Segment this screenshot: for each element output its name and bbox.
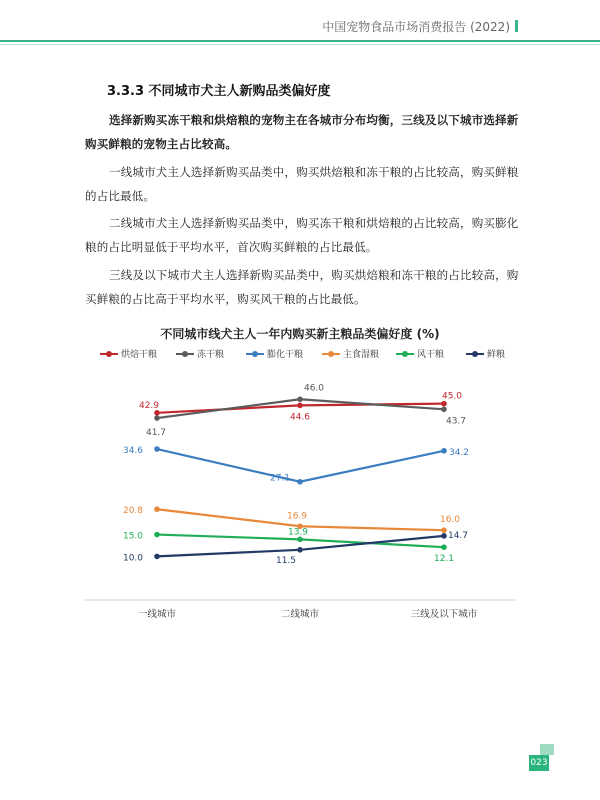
page-badge-accent xyxy=(540,744,554,755)
legend-label: 主食湿粮 xyxy=(343,350,380,360)
legend-swatch xyxy=(176,353,194,355)
data-label: 42.9 xyxy=(138,400,160,411)
data-point xyxy=(441,533,447,539)
legend-label: 烘焙干粮 xyxy=(121,350,158,360)
data-label: 44.6 xyxy=(289,412,311,423)
data-label: 27.1 xyxy=(269,473,291,484)
data-point xyxy=(154,410,160,416)
data-point xyxy=(154,415,160,421)
x-tick-label: 一线城市 xyxy=(137,609,177,620)
data-label: 34.2 xyxy=(448,447,470,458)
data-point xyxy=(441,407,447,413)
x-tick-label: 二线城市 xyxy=(280,609,320,620)
legend-item xyxy=(176,347,224,360)
header-accent-mark xyxy=(515,20,518,32)
line-chart xyxy=(0,360,600,630)
tier2-paragraph: 二线城市犬主人选择新购买品类中，购买冻干粮和烘焙粮的占比较高，购买膨化粮的占比明显低于平均水平，首次购买鲜粮的占比最低。 xyxy=(85,216,519,254)
data-label: 34.6 xyxy=(122,446,144,457)
legend-label: 冻干粮 xyxy=(197,350,225,360)
data-label: 12.1 xyxy=(433,554,455,565)
data-point xyxy=(297,479,303,485)
section-title: 3.3.3 不同城市犬主人新购品类偏好度 xyxy=(107,84,331,99)
data-label: 10.0 xyxy=(122,553,144,564)
data-label: 11.5 xyxy=(275,555,297,566)
data-label: 46.0 xyxy=(303,383,325,394)
data-point xyxy=(154,446,160,452)
data-label: 14.7 xyxy=(447,530,469,541)
legend-item xyxy=(246,347,303,360)
legend-swatch xyxy=(246,353,264,355)
tier1-paragraph: 一线城市犬主人选择新购买品类中，购买烘焙粮和冻干粮的占比较高，购买鲜粮的占比最低。 xyxy=(85,165,519,203)
data-point xyxy=(297,547,303,553)
data-label: 16.9 xyxy=(286,511,308,522)
legend-label: 鲜粮 xyxy=(487,350,506,360)
header-divider-thin xyxy=(0,44,600,45)
data-point xyxy=(441,448,447,454)
data-point xyxy=(154,532,160,538)
data-label: 43.7 xyxy=(445,416,467,427)
summary-paragraph: 选择新购买冻干粮和烘焙粮的宠物主在各城市分布均衡，三线及以下城市选择新购买鲜粮的宠物主占比较高。 xyxy=(85,113,519,151)
series-line xyxy=(157,449,444,482)
tier3-paragraph: 三线及以下城市犬主人选择新购买品类中，购买烘焙粮和冻干粮的占比较高，购买鲜粮的占比高于平均水平，购买风干粮的占比最低。 xyxy=(85,268,519,306)
data-label: 20.8 xyxy=(122,506,144,517)
data-point xyxy=(297,403,303,409)
legend-item xyxy=(466,347,505,360)
data-point xyxy=(441,544,447,550)
data-label: 41.7 xyxy=(145,428,167,439)
data-point xyxy=(297,396,303,402)
data-point xyxy=(441,527,447,533)
report-header-title: 中国宠物食品市场消费报告 (2022) xyxy=(322,20,510,34)
legend-item xyxy=(396,347,444,360)
legend-swatch xyxy=(100,353,118,355)
data-label: 13.9 xyxy=(287,527,309,538)
legend-label: 膨化干粮 xyxy=(267,350,304,360)
legend-label: 风干粮 xyxy=(417,350,445,360)
legend-swatch xyxy=(396,353,414,355)
data-label: 45.0 xyxy=(441,391,463,402)
chart-legend xyxy=(96,347,526,361)
x-tick-label: 三线及以下城市 xyxy=(410,609,478,620)
legend-swatch xyxy=(322,353,340,355)
header-divider xyxy=(0,40,600,42)
data-label: 16.0 xyxy=(439,515,461,526)
page-number: 023 xyxy=(529,755,549,771)
chart-title: 不同城市线犬主人一年内购买新主粮品类偏好度 (%) xyxy=(160,327,440,341)
data-label: 15.0 xyxy=(122,531,144,542)
data-point xyxy=(154,506,160,512)
data-point xyxy=(154,554,160,560)
data-point xyxy=(297,537,303,543)
legend-item xyxy=(100,347,157,360)
legend-swatch xyxy=(466,353,484,355)
legend-item xyxy=(322,347,379,360)
data-point xyxy=(441,401,447,407)
